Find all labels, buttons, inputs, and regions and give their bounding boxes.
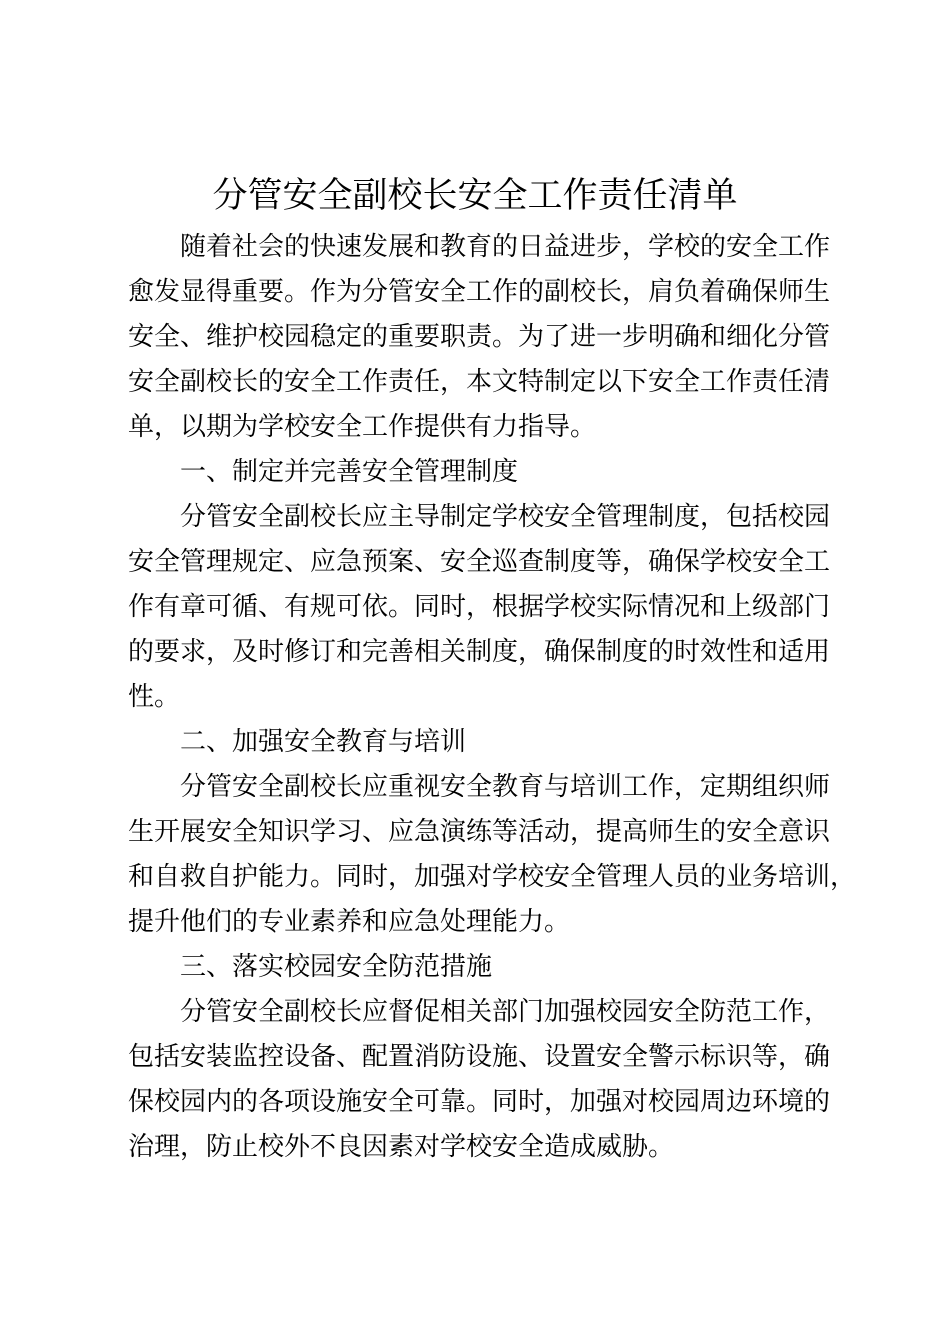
paragraph-line: 和自救自护能力。同时，加强对学校安全管理人员的业务培训， (128, 862, 857, 892)
paragraph-line: 治理，防止校外不良因素对学校安全造成威胁。 (128, 1132, 675, 1162)
paragraph-line: 单，以期为学校安全工作提供有力指导。 (128, 412, 597, 442)
paragraph-line: 愈发显得重要。作为分管安全工作的副校长，肩负着确保师生 (128, 277, 831, 307)
paragraph-line: 安全、维护校园稳定的重要职责。为了进一步明确和细化分管 (128, 322, 831, 352)
paragraph-line: 安全副校长的安全工作责任，本文特制定以下安全工作责任清 (128, 367, 831, 397)
section-heading: 二、加强安全教育与培训 (180, 727, 467, 757)
paragraph-line: 作有章可循、有规可依。同时，根据学校实际情况和上级部门 (128, 592, 831, 622)
paragraph-line: 随着社会的快速发展和教育的日益进步，学校的安全工作 (180, 232, 831, 262)
paragraph-line: 分管安全副校长应督促相关部门加强校园安全防范工作， (180, 997, 831, 1027)
paragraph-line: 提升他们的专业素养和应急处理能力。 (128, 907, 571, 937)
paragraph-line: 分管安全副校长应主导制定学校安全管理制度，包括校园 (180, 502, 831, 532)
paragraph-line: 生开展安全知识学习、应急演练等活动，提高师生的安全意识 (128, 817, 831, 847)
section-heading: 一、制定并完善安全管理制度 (180, 457, 519, 487)
section-heading: 三、落实校园安全防范措施 (180, 952, 493, 982)
paragraph-line: 保校园内的各项设施安全可靠。同时，加强对校园周边环境的 (128, 1087, 831, 1117)
paragraph-line: 的要求，及时修订和完善相关制度，确保制度的时效性和适用 (128, 637, 831, 667)
paragraph-line: 性。 (128, 682, 181, 712)
paragraph-line: 分管安全副校长应重视安全教育与培训工作，定期组织师 (180, 772, 831, 802)
paragraph-line: 安全管理规定、应急预案、安全巡查制度等，确保学校安全工 (128, 547, 831, 577)
paragraph-line: 包括安装监控设备、配置消防设施、设置安全警示标识等，确 (128, 1042, 831, 1072)
document-title: 分管安全副校长安全工作责任清单 (212, 176, 738, 216)
